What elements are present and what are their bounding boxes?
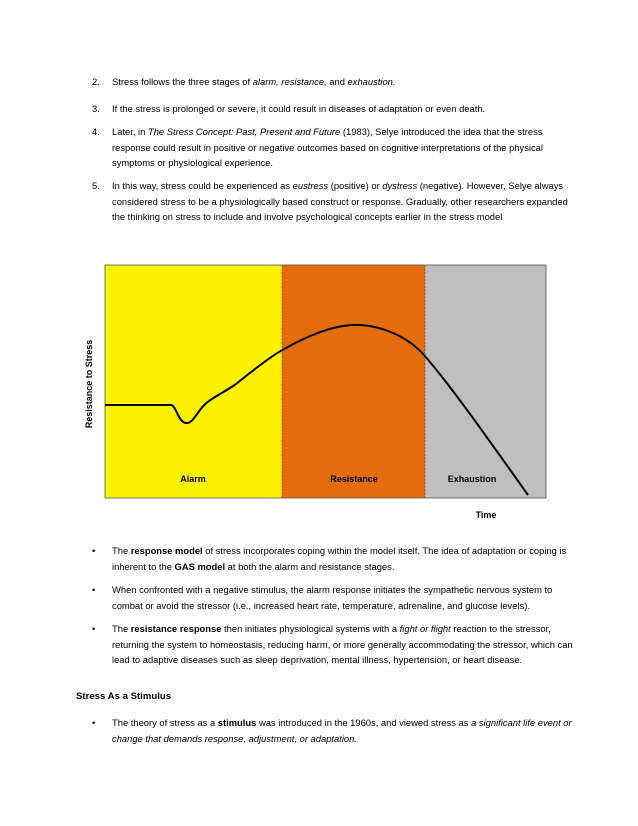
section-heading: Stress As a Stimulus — [76, 691, 172, 702]
italic-term: eustress — [292, 180, 329, 191]
numbered-item-4 — [76, 124, 576, 171]
bullet-marker: • — [92, 584, 96, 595]
bullet-stimulus-theory — [76, 715, 576, 746]
item-text: Later, in The Stress Concept: Past, Present and Future (1983), Selye introduced the idea that the stress response could result in positive or negative outcomes based on cognitive interpretations of the physical symptoms or physiological experience. — [112, 126, 543, 168]
bullet-text: The response model of stress incorporates coping within the model itself. The idea of adaptation or coping is inherent to the GAS model at both the alarm and resistance stages. — [112, 545, 567, 572]
resistance-stage-region — [282, 265, 425, 498]
y-axis-label: Resistance to Stress — [84, 339, 94, 429]
alarm-stage-region — [105, 265, 282, 498]
bold-term: GAS model — [174, 560, 226, 572]
italic-term: The Stress Concept: Past, Present and Future — [147, 126, 341, 137]
item-number: 2. — [92, 76, 100, 87]
bullet-response-model — [76, 543, 576, 574]
item-number: 3. — [92, 103, 100, 114]
stage-label-exhaustion: Exhaustion — [447, 474, 497, 484]
item-number: 5. — [92, 180, 100, 191]
bullet-text: The theory of stress as a stimulus was introduced in the 1960s, and viewed stress as a significant life event or change that demands response, adjustment, or adaptation. — [112, 717, 572, 744]
bullet-text: The resistance response then initiates physiological systems with a fight or flight reaction to the stressor, returning the system to homeostasis, reducing harm, or more generally accommodating the stressor, which can lead to adaptive diseases such as sleep deprivation, mental illness, hypertension, or heart disease. — [112, 623, 573, 665]
item-text: Stress follows the three stages of alarm, resistance, and exhaustion. — [112, 76, 396, 87]
bullet-text: When confronted with a negative stimulus, the alarm response initiates the sympathetic nervous system to combat or avoid the stressor (i.e., increased heart rate, temperature, adrenaline, and glucose levels). — [112, 584, 553, 611]
stage-label-resistance: Resistance — [330, 474, 378, 484]
numbered-item-5 — [76, 178, 576, 225]
italic-term: alarm, resistance, — [252, 76, 327, 87]
numbered-item-3 — [76, 101, 576, 117]
italic-term: exhaustion. — [347, 76, 396, 87]
bold-term: resistance response — [130, 623, 222, 634]
gas-model-figure — [76, 256, 566, 526]
italic-term: a significant life event or change that demands response, adjustment, or adaptation. — [112, 717, 572, 744]
bullet-resistance-response — [76, 621, 576, 668]
bullet-marker: • — [92, 623, 96, 634]
bold-term: response model — [130, 545, 203, 556]
italic-term: fight or flight — [399, 623, 451, 634]
x-axis-label: Time — [475, 510, 497, 520]
stage-label-alarm: Alarm — [180, 474, 206, 484]
item-text: If the stress is prolonged or severe, it could result in diseases of adaptation or even death. — [112, 103, 486, 114]
numbered-item-2 — [76, 74, 576, 90]
bullet-marker: • — [92, 545, 96, 556]
italic-term: dystress — [382, 180, 418, 191]
bullet-marker: • — [92, 717, 96, 728]
bold-term: stimulus — [217, 717, 257, 728]
exhaustion-stage-region — [425, 265, 546, 498]
item-text: In this way, stress could be experienced as eustress (positive) or dystress (negative). However, Selye always considered stress to be a physiologically based construct or response. Gradually, other researchers expanded the thinking on stress to include and involve psychological concepts earlier in the stress model — [112, 180, 568, 222]
bullet-alarm-response — [76, 582, 576, 613]
item-number: 4. — [92, 126, 100, 137]
